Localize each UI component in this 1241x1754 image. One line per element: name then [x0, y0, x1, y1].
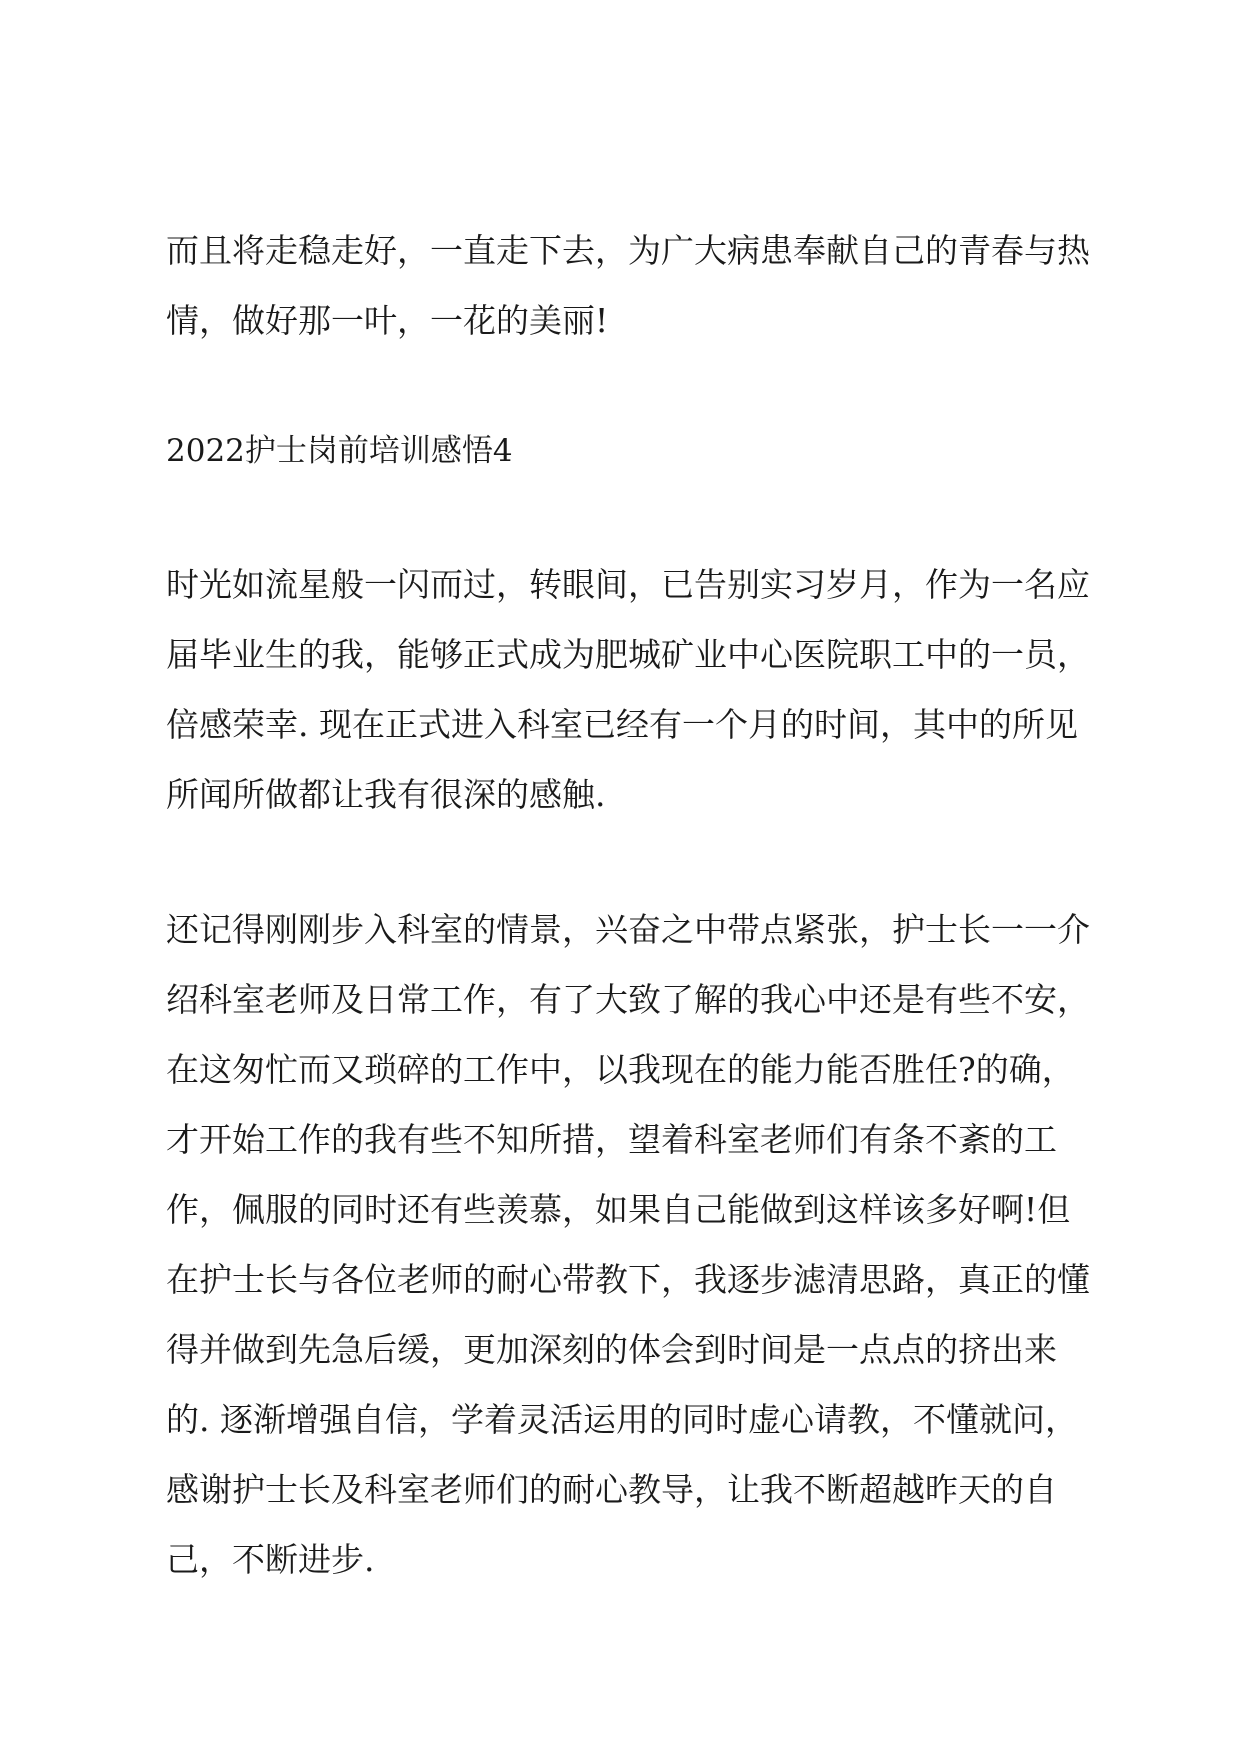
- paragraph-2-line-10: 己，不断进步.: [166, 1540, 375, 1579]
- paragraph-2-line-2: 绍科室老师及日常工作，有了大致了解的我心中还是有些不安，: [166, 980, 1090, 1019]
- intro-line-2: 情，做好那一叶，一花的美丽!: [166, 301, 609, 340]
- paragraph-2-line-6: 在护士长与各位老师的耐心带教下，我逐步滤清思路，真正的懂: [166, 1260, 1090, 1299]
- paragraph-2-line-3: 在这匆忙而又琐碎的工作中，以我现在的能力能否胜任?的确，: [166, 1050, 1075, 1089]
- paragraph-2-line-7: 得并做到先急后缓，更加深刻的体会到时间是一点点的挤出来: [166, 1330, 1057, 1369]
- paragraph-2-line-9: 感谢护士长及科室老师们的耐心教导，让我不断超越昨天的自: [166, 1470, 1057, 1509]
- paragraph-2-line-5: 作，佩服的同时还有些羡慕，如果自己能做到这样该多好啊!但: [166, 1190, 1071, 1229]
- paragraph-1-line-3: 倍感荣幸. 现在正式进入科室已经有一个月的时间，其中的所见: [166, 705, 1078, 744]
- paragraph-2-line-8: 的. 逐渐增强自信，学着灵活运用的同时虚心请教，不懂就问，: [166, 1400, 1078, 1439]
- paragraph-1-line-2: 届毕业生的我，能够正式成为肥城矿业中心医院职工中的一员，: [166, 635, 1090, 674]
- paragraph-2-line-1: 还记得刚刚步入科室的情景，兴奋之中带点紧张，护士长一一介: [166, 910, 1090, 949]
- paragraph-1-line-4: 所闻所做都让我有很深的感触.: [166, 775, 606, 814]
- section-heading: 2022护士岗前培训感悟4: [166, 433, 513, 469]
- paragraph-2-line-4: 才开始工作的我有些不知所措，望着科室老师们有条不紊的工: [166, 1120, 1057, 1159]
- paragraph-1-line-1: 时光如流星般一闪而过，转眼间，已告别实习岁月，作为一名应: [166, 565, 1090, 604]
- intro-line-1: 而且将走稳走好，一直走下去，为广大病患奉献自己的青春与热: [166, 231, 1090, 270]
